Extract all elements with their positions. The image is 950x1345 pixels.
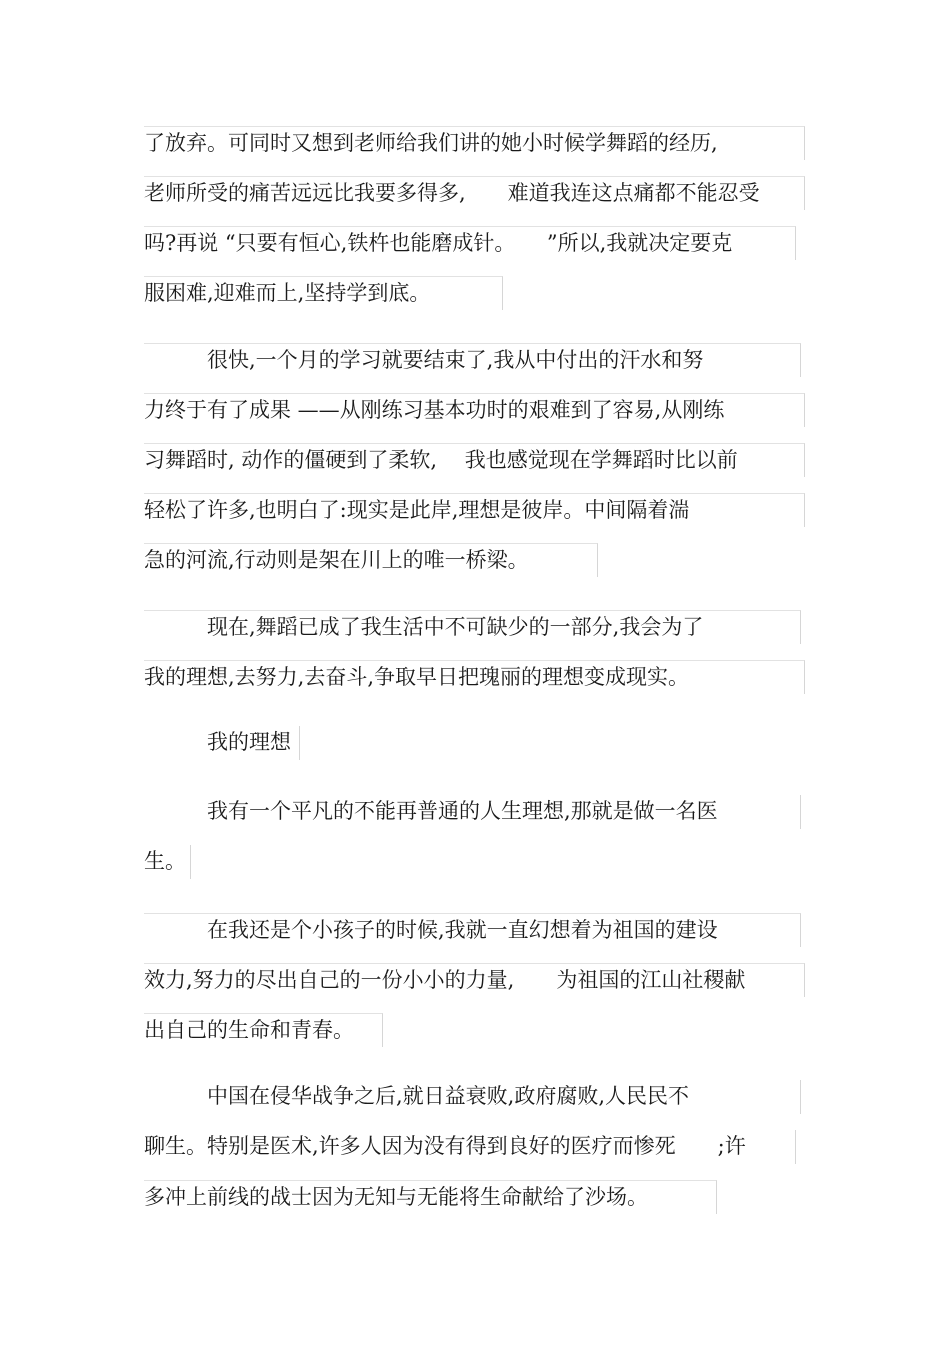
text-line: 生。 [144, 845, 191, 879]
text-line: 吗?再说 “只要有恒心,铁杵也能磨成针。 ”所以,我就决定要克 [144, 226, 796, 260]
text-line: 力终于有了成果 ——从刚练习基本功时的艰难到了容易,从刚练 [144, 393, 805, 427]
text-line: 现在,舞蹈已成了我生活中不可缺少的一部分,我会为了 [144, 610, 801, 644]
text-line: 服困难,迎难而上,坚持学到底。 [144, 276, 503, 310]
text-line: 习舞蹈时, 动作的僵硬到了柔软, 我也感觉现在学舞蹈时比以前 [144, 443, 805, 477]
text-line: 中国在侵华战争之后,就日益衰败,政府腐败,人民民不 [144, 1080, 801, 1114]
text-line: 聊生。特别是医术,许多人因为没有得到良好的医疗而惨死 ;许 [144, 1130, 796, 1164]
text-line: 我的理想,去努力,去奋斗,争取早日把瑰丽的理想变成现实。 [144, 660, 805, 694]
text-line: 老师所受的痛苦远远比我要多得多, 难道我连这点痛都不能忍受 [144, 176, 805, 210]
section-title: 我的理想 [144, 726, 300, 760]
text-line: 急的河流,行动则是架在川上的唯一桥梁。 [144, 543, 598, 577]
text-line: 出自己的生命和青春。 [144, 1013, 383, 1047]
text-line: 了放弃。可同时又想到老师给我们讲的她小时候学舞蹈的经历, [144, 126, 805, 160]
text-line: 多冲上前线的战士因为无知与无能将生命献给了沙场。 [144, 1180, 717, 1214]
text-line: 效力,努力的尽出自己的一份小小的力量, 为祖国的江山社稷献 [144, 963, 805, 997]
text-line: 我有一个平凡的不能再普通的人生理想,那就是做一名医 [144, 795, 801, 829]
text-line: 轻松了许多,也明白了:现实是此岸,理想是彼岸。中间隔着湍 [144, 493, 805, 527]
text-line: 在我还是个小孩子的时候,我就一直幻想着为祖国的建设 [144, 913, 801, 947]
text-line: 很快,一个月的学习就要结束了,我从中付出的汗水和努 [144, 343, 801, 377]
